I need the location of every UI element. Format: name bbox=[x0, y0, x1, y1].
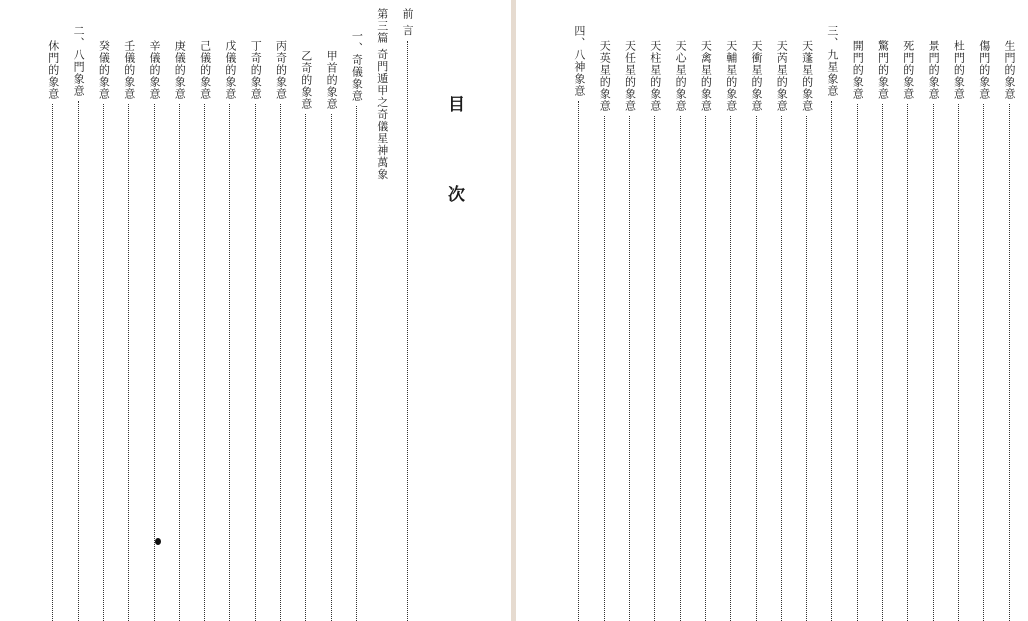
ink-blot bbox=[155, 538, 161, 545]
right-toc-entry-title: 天任星的象意 bbox=[623, 40, 637, 112]
right-toc-entry-title: 天芮星的象意 bbox=[775, 40, 789, 112]
right-toc-entry bbox=[924, 0, 942, 621]
right-page bbox=[516, 0, 1028, 621]
right-toc-entry-title: 天心星的象意 bbox=[674, 40, 688, 112]
left-toc-entry bbox=[322, 0, 340, 621]
dotted-leader bbox=[958, 104, 959, 621]
left-page bbox=[0, 0, 511, 621]
right-toc-entry bbox=[747, 0, 765, 621]
right-toc-entry-title: 開門的象意 bbox=[851, 40, 865, 100]
dotted-leader bbox=[103, 104, 104, 621]
dotted-leader bbox=[882, 104, 883, 621]
right-toc-entry-title: 天柱星的象意 bbox=[648, 40, 662, 112]
right-toc-entry-title: 景門的象意 bbox=[927, 40, 941, 100]
left-toc-entry bbox=[44, 0, 62, 621]
left-toc-entry-title: 第三篇 奇門遁甲之奇儀星神萬象 bbox=[375, 8, 389, 181]
left-toc-entry-title: 丙奇的象意 bbox=[274, 40, 288, 100]
left-toc-entry bbox=[120, 0, 138, 621]
left-toc-entry bbox=[398, 0, 416, 621]
dotted-leader bbox=[730, 116, 731, 621]
dotted-leader bbox=[629, 116, 630, 621]
dotted-leader bbox=[154, 104, 155, 621]
right-toc-entry-title: 天禽星的象意 bbox=[699, 40, 713, 112]
dotted-leader bbox=[255, 104, 256, 621]
left-toc-entry-title: 壬儀的象意 bbox=[122, 40, 136, 100]
right-toc-entry bbox=[722, 0, 740, 621]
dotted-leader bbox=[857, 104, 858, 621]
dotted-leader bbox=[831, 101, 832, 621]
dotted-leader bbox=[907, 104, 908, 621]
right-toc-entry bbox=[848, 0, 866, 621]
dotted-leader bbox=[356, 106, 357, 621]
left-toc-entry bbox=[170, 0, 188, 621]
left-toc-entry bbox=[69, 0, 87, 621]
left-toc-entry-title: 辛儀的象意 bbox=[148, 40, 161, 100]
right-toc-entry bbox=[823, 0, 841, 621]
right-toc-entry bbox=[595, 0, 613, 621]
dotted-leader bbox=[204, 104, 205, 621]
left-toc-entry bbox=[145, 0, 163, 621]
left-toc-entry bbox=[94, 0, 112, 621]
right-toc-entry-title: 杜門的象意 bbox=[952, 40, 966, 100]
dotted-leader bbox=[331, 114, 332, 621]
right-toc-entry bbox=[798, 0, 816, 621]
left-toc-entry-title: 丁奇的象意 bbox=[249, 40, 263, 100]
right-toc-entry-title: 生門的象意 bbox=[1003, 40, 1016, 100]
dotted-leader bbox=[229, 104, 230, 621]
dotted-leader bbox=[983, 104, 984, 621]
toc-heading-mu: 目 bbox=[444, 95, 464, 114]
dotted-leader bbox=[78, 101, 79, 621]
left-toc-entry bbox=[347, 0, 365, 621]
left-toc-entry bbox=[297, 0, 315, 621]
dotted-leader bbox=[705, 116, 706, 621]
right-toc-entry-title: 天蓬星的象意 bbox=[800, 40, 814, 112]
left-toc-entry-title: 二、八門象意 bbox=[72, 25, 86, 97]
left-toc-entry-title: 戊儀的象意 bbox=[223, 40, 237, 100]
right-toc-entry bbox=[899, 0, 917, 621]
dotted-leader bbox=[179, 104, 180, 621]
dotted-leader bbox=[756, 116, 757, 621]
right-toc-entry bbox=[949, 0, 967, 621]
right-toc-entry-title: 天輔星的象意 bbox=[724, 40, 738, 112]
dotted-leader bbox=[578, 101, 579, 621]
left-toc-entry-title: 癸儀的象意 bbox=[97, 40, 111, 100]
left-toc-entry bbox=[373, 0, 391, 621]
dotted-leader bbox=[52, 104, 53, 621]
right-toc-entry bbox=[621, 0, 639, 621]
right-toc-entry-title: 天英星的象意 bbox=[598, 40, 612, 112]
right-toc-entry bbox=[1000, 0, 1018, 621]
dotted-leader bbox=[305, 114, 306, 621]
left-toc-entry bbox=[272, 0, 290, 621]
right-toc-entry bbox=[671, 0, 689, 621]
left-toc-entry bbox=[196, 0, 214, 621]
dotted-leader bbox=[128, 104, 129, 621]
right-toc-entry bbox=[696, 0, 714, 621]
dotted-leader bbox=[781, 116, 782, 621]
dotted-leader bbox=[604, 116, 605, 621]
left-toc-entry-title: 庚儀的象意 bbox=[173, 40, 187, 100]
right-toc-entry-title: 傷門的象意 bbox=[977, 40, 991, 100]
dotted-leader bbox=[654, 116, 655, 621]
right-toc-entry bbox=[570, 0, 588, 621]
right-toc-entry-title: 三、九星象意 bbox=[825, 25, 839, 97]
toc-heading-ci: 次 bbox=[444, 185, 464, 204]
dotted-leader bbox=[1009, 104, 1010, 621]
dotted-leader bbox=[280, 104, 281, 621]
right-toc-entry bbox=[874, 0, 892, 621]
dotted-leader bbox=[407, 41, 408, 621]
right-toc-entry bbox=[646, 0, 664, 621]
left-toc-entry-title: 乙奇的象意 bbox=[299, 50, 313, 110]
left-toc-entry bbox=[221, 0, 239, 621]
right-toc-entry-title: 天衝星的象意 bbox=[750, 40, 763, 112]
left-toc-entry-title: 一、奇儀象意 bbox=[350, 30, 364, 102]
right-toc-entry-title: 死門的象意 bbox=[901, 40, 915, 100]
right-toc-entry bbox=[772, 0, 790, 621]
left-toc-entry bbox=[246, 0, 264, 621]
dotted-leader bbox=[933, 104, 934, 621]
left-toc-entry-title: 己儀的象意 bbox=[198, 40, 212, 100]
right-toc-entry bbox=[975, 0, 993, 621]
left-toc-entry-title: 甲首的象意 bbox=[325, 50, 339, 110]
left-toc-entry-title: 前 言 bbox=[401, 8, 414, 37]
right-toc-entry-title: 四、八神象意 bbox=[572, 25, 586, 97]
dotted-leader bbox=[806, 116, 807, 621]
dotted-leader bbox=[680, 116, 681, 621]
right-toc-entry-title: 驚門的象意 bbox=[876, 40, 890, 100]
left-toc-entry-title: 休門的象意 bbox=[46, 40, 60, 100]
